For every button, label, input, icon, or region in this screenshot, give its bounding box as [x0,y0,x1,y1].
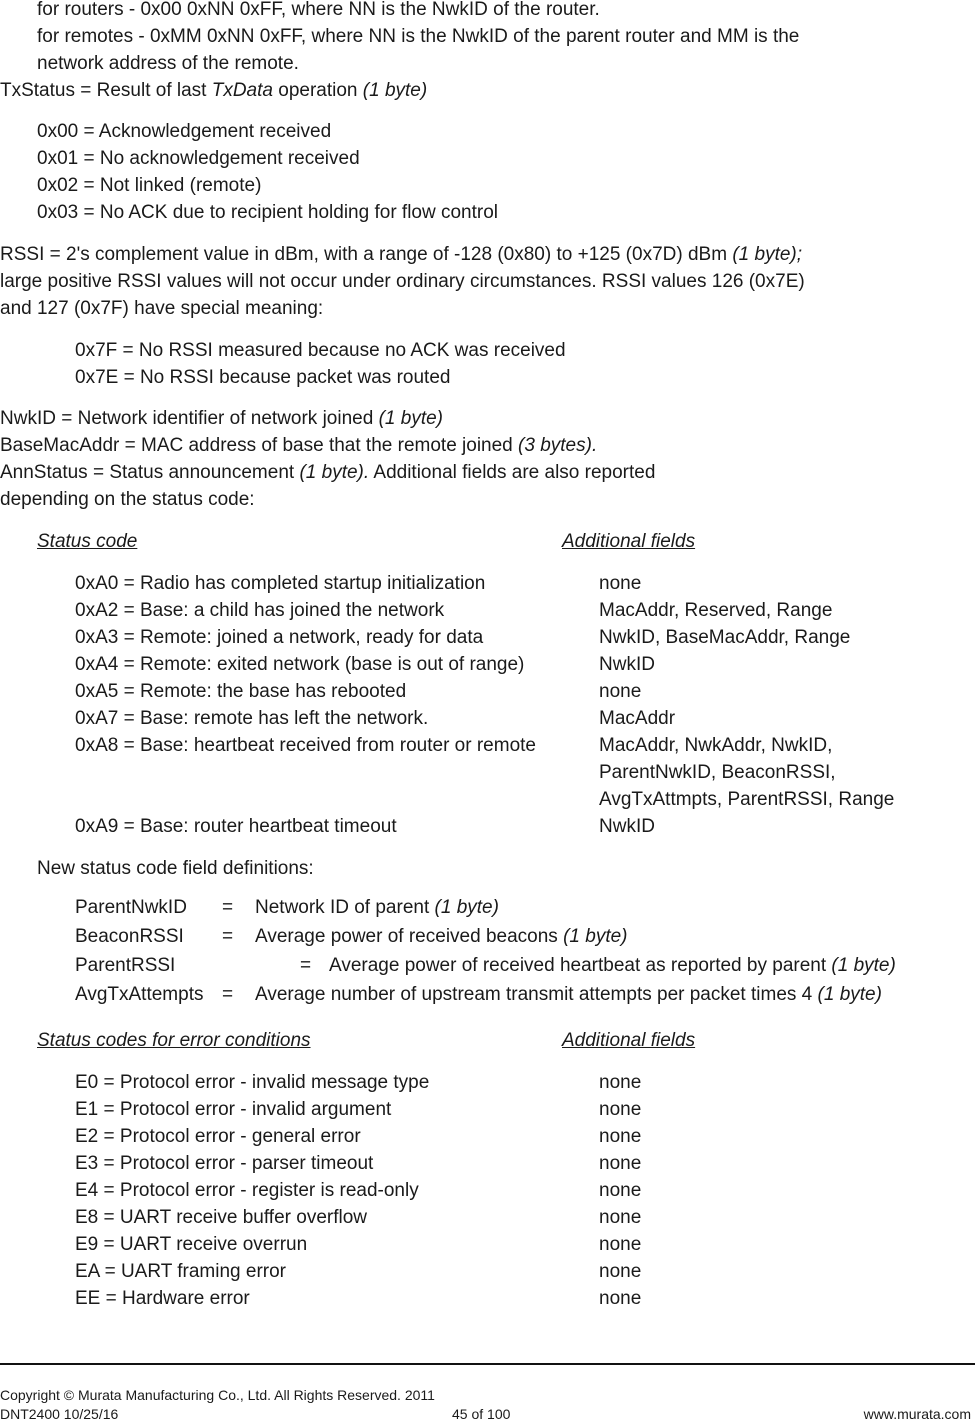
rssi-code: 0x7E = No RSSI because packet was routed [75,367,451,388]
status-row-fields: none [599,681,642,702]
definition-eq: = [222,926,234,947]
nwkid-size: (1 byte) [378,408,443,429]
annstatus-text: AnnStatus = Status announcement [0,462,300,483]
error-fields-header: Additional fields [562,1030,696,1051]
error-row-fields: none [599,1261,642,1282]
error-row-code: E1 = Protocol error - invalid argument [75,1099,392,1120]
error-row-code: E4 = Protocol error - register is read-only [75,1180,419,1201]
nwkid-definition [0,405,443,432]
error-row-code: E2 = Protocol error - general error [75,1126,361,1147]
definition-desc-text: Network ID of parent [255,897,435,918]
error-row-code: E0 = Protocol error - invalid message type [75,1072,430,1093]
definition-desc [255,981,882,1008]
definition-eq: = [222,984,234,1005]
error-row-fields: none [599,1153,642,1174]
error-row-fields: none [599,1126,642,1147]
error-row-code: E8 = UART receive buffer overflow [75,1207,368,1228]
definition-size: (1 byte) [817,984,882,1005]
status-row-code: 0xA2 = Base: a child has joined the network [75,600,445,621]
status-row-fields: NwkID, BaseMacAddr, Range [599,627,851,648]
rssi-line3: and 127 (0x7F) have special meaning: [0,298,324,319]
status-row-code: 0xA9 = Base: router heartbeat timeout [75,816,397,837]
status-row-fields: ParentNwkID, BeaconRSSI, [599,762,836,783]
txstatus-definition [0,77,427,104]
annstatus-definition [0,459,655,486]
footer-doc-id: DNT2400 10/25/16 [0,1406,119,1422]
definition-eq: = [300,955,312,976]
definition-desc [255,923,628,950]
definition-desc [329,952,896,979]
definition-size: (1 byte) [831,955,896,976]
intro-routers: for routers - 0x00 0xNN 0xFF, where NN is the NwkID of the router. [37,0,600,20]
definition-name: ParentNwkID [75,897,187,918]
status-row-code: 0xA8 = Base: heartbeat received from router or remote [75,735,536,756]
status-row-code: 0xA7 = Base: remote has left the network. [75,708,429,729]
rssi-line2: large positive RSSI values will not occur under ordinary circumstances. RSSI values 126 (0x7E) [0,271,805,292]
status-row-code: 0xA0 = Radio has completed startup initialization [75,573,486,594]
definition-name: BeaconRSSI [75,926,184,947]
status-row-code: 0xA4 = Remote: exited network (base is out of range) [75,654,525,675]
error-row-code: EE = Hardware error [75,1288,250,1309]
txstatus-field: TxData [211,80,273,101]
definition-name: AvgTxAttempts [75,984,204,1005]
footer-copyright: Copyright © Murata Manufacturing Co., Ltd. All Rights Reserved. 2011 [0,1387,435,1403]
status-row-fields: none [599,573,642,594]
error-row-fields: none [599,1072,642,1093]
error-row-code: E9 = UART receive overrun [75,1234,308,1255]
error-row-code: EA = UART framing error [75,1261,287,1282]
definition-desc-text: Average power of received heartbeat as reported by parent [329,955,832,976]
status-row-fields: MacAddr, Reserved, Range [599,600,833,621]
footer-divider [0,1363,975,1365]
status-row-code: 0xA5 = Remote: the base has rebooted [75,681,407,702]
definition-desc-text: Average number of upstream transmit attempts per packet times 4 [255,984,818,1005]
definition-eq: = [222,897,234,918]
error-row-fields: none [599,1099,642,1120]
status-code-header: Status code [37,531,138,552]
basemac-text: BaseMacAddr = MAC address of base that the remote joined [0,435,519,456]
txstatus-mid: operation [272,80,363,101]
basemac-definition [0,432,597,459]
status-row-fields: MacAddr, NwkAddr, NwkID, [599,735,833,756]
txstatus-code: 0x00 = Acknowledgement received [37,121,332,142]
rssi-line1 [0,241,802,268]
status-row-fields: MacAddr [599,708,676,729]
footer-page-number: 45 of 100 [452,1406,511,1422]
intro-remotes-line1: for remotes - 0xMM 0xNN 0xFF, where NN is the NwkID of the parent router and MM is the [37,26,800,47]
error-row-fields: none [599,1234,642,1255]
rssi-text: RSSI = 2's complement value in dBm, with a range of -128 (0x80) to +125 (0x7D) dBm [0,244,733,265]
rssi-size: (1 byte); [732,244,803,265]
rssi-code: 0x7F = No RSSI measured because no ACK was received [75,340,566,361]
txstatus-code: 0x02 = Not linked (remote) [37,175,262,196]
error-row-fields: none [599,1207,642,1228]
txstatus-size: (1 byte) [362,80,428,101]
txstatus-code: 0x03 = No ACK due to recipient holding for flow control [37,202,499,223]
intro-remotes-line2: network address of the remote. [37,53,299,74]
error-row-code: E3 = Protocol error - parser timeout [75,1153,374,1174]
definition-name: ParentRSSI [75,955,176,976]
status-row-fields: AvgTxAttmpts, ParentRSSI, Range [599,789,895,810]
annstatus-rest: Additional fields are also reported [369,462,656,483]
txstatus-code: 0x01 = No acknowledgement received [37,148,360,169]
definition-size: (1 byte) [434,897,499,918]
definition-size: (1 byte) [563,926,628,947]
definition-desc [255,894,499,921]
footer-website: www.murata.com [863,1406,971,1422]
basemac-size: (3 bytes). [518,435,598,456]
status-fields-header: Additional fields [562,531,696,552]
status-row-fields: NwkID [599,654,655,675]
error-row-fields: none [599,1288,642,1309]
error-code-header: Status codes for error conditions [37,1030,311,1051]
txstatus-label: TxStatus = Result of last [0,80,212,101]
definitions-title: New status code field definitions: [37,858,314,879]
annstatus-line2: depending on the status code: [0,489,255,510]
error-row-fields: none [599,1180,642,1201]
status-row-code: 0xA3 = Remote: joined a network, ready for data [75,627,484,648]
annstatus-size: (1 byte). [299,462,370,483]
definition-desc-text: Average power of received beacons [255,926,564,947]
nwkid-text: NwkID = Network identifier of network joined [0,408,379,429]
status-row-fields: NwkID [599,816,655,837]
